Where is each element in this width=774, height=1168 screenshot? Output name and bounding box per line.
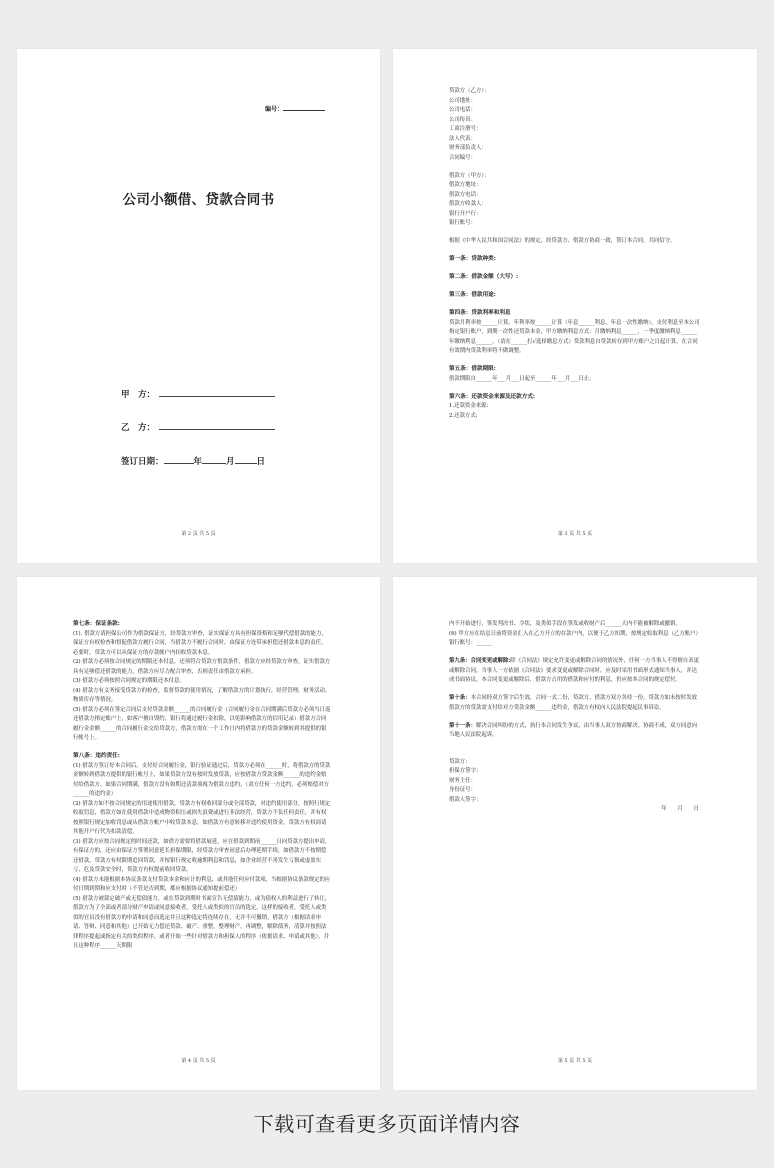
article-8-clause: (4) 借款方未能根据本协议条款支付贷款本金和应计的利息，或其他任何应付款项，当根据协议条款规定的应付日期到期和应支付时（不管是否到期，都应根据协议通知提前偿还） xyxy=(73,876,331,892)
page-body xyxy=(449,620,701,815)
contract-page-5 xyxy=(393,577,757,1090)
article-8-continued: (6) 甲方应在结息日前将资金汇入在乙方开立的存款户内，以便于乙方扣期，按规定收取利息（乙方账户）银行账号：______ xyxy=(449,630,701,646)
article-2-heading: 第二条：借款金额（大写）: xyxy=(449,274,519,280)
page-number: 第 2 页 共 5 页 xyxy=(181,531,216,537)
year-blank xyxy=(164,455,194,464)
page-body xyxy=(73,620,331,952)
article-11-text: 解决合同纠纷的方式，执行本合同发生争议，由当事人双方协商解决。协商不成，双方同意向当地人民法院起诉。 xyxy=(449,722,697,738)
party-a-label: 甲 方： xyxy=(121,390,156,400)
sign-date-field xyxy=(121,455,265,467)
article-4-text: 贷款月利率按______计算，年利率按______计算（年息______利息，年息一次性缴纳），支付利息至本公司指定银行账户，到期一次性还贷款本金，甲方缴纳利息方式：月缴纳利息______，一季度缴纳利息______年缴纳利息______。（请在______打√选择缴息方式）贷款利息自贷款转存到甲方账户之日起计算，在合同有效期内贷款利率将不做调整。 xyxy=(449,319,700,354)
article-11-block xyxy=(449,722,701,741)
contract-code-label: 编号： xyxy=(265,106,284,113)
article-7-clause: (2) 借款方必须按合同规定的期限还本付息，还须符合贷款方借款条件，借款方应经贷款方审查，证实借款方具有足够偿还借款的能力，借款方应尽力配合审查，否则责任由借款方承担。 xyxy=(73,659,331,675)
contract-title: 公司小额借、贷款合同书 xyxy=(122,192,275,208)
article-9-heading: 第九条：合同变更或解除: xyxy=(449,658,511,664)
article-11-heading: 第十一条： xyxy=(449,722,476,729)
party-b-field xyxy=(121,421,275,433)
party-a-blank xyxy=(159,388,275,397)
lender-info-line: 财务部负责人： xyxy=(449,145,487,151)
day-blank xyxy=(235,455,257,464)
article-7-clause: (4) 借款方有义务接受贷款方的检查，监督贷款的使用情况，了解借款方的计划执行，经营管理，财务活动、物质库存等情况。 xyxy=(73,687,331,703)
article-7-clause: (1). 借款方请担保公司作为借款保证方，经贷款方审查，证实保证方具有担保资格和足够代偿借款的能力，保证方有权检查和督促借款方履行合同，当借款方不履行合同时，由保证方连带承担偿还借款本息的责任。必要时，贷款方可以从保证方的存款帐户内扣收贷款本息。 xyxy=(73,630,327,656)
signature-block xyxy=(449,758,701,806)
article-6-item: 1.还款资金来源: xyxy=(449,403,489,409)
page-number: 第 3 页 共 5 页 xyxy=(557,531,593,537)
page-number: 第 4 页 共 5 页 xyxy=(181,1058,216,1064)
contract-intro: 根据《中华人民共和国合同法》的规定，经贷款方、借款方协商一致，签订本合同，共同信守。 xyxy=(449,238,676,244)
party-b-blank xyxy=(159,421,275,430)
signature-line: 财务主任： xyxy=(449,777,476,784)
borrower-info-line: 银行开户行： xyxy=(449,210,482,217)
download-more-caption: 下载可查看更多页面详情内容 xyxy=(253,1112,521,1136)
month-blank xyxy=(202,455,226,464)
page-body xyxy=(449,87,701,421)
contract-page-3 xyxy=(393,49,757,563)
borrower-info-line: 借款方电话： xyxy=(449,191,482,198)
lender-info-line: 合同编号： xyxy=(449,154,476,161)
signature-line: 借款人签字： xyxy=(449,796,482,803)
lender-info-line: 工商注册号： xyxy=(449,126,482,132)
article-6-item: 2.还款方式: xyxy=(449,412,478,419)
article-8-clause: (3) 借款方应按合同规定的时间还款，如借方需要将借款展延，应在借款到期前______日向贷款方提出申请，有保证方的，还应由保证方签署同意延长担保期限，经贷款方审查同意后办理延期手续，如借款方不按期偿还借款，贷款方有权限期追回贷款，并按银行规定收逾期利息和罚息，如企业经营不善发生亏损或虚盈实亏，危及贷款安全时，贷款方有权提前收回贷款。 xyxy=(73,838,331,873)
borrower-info-line: 借款方收款人： xyxy=(449,201,487,207)
article-5-heading: 第五条：借款期限: xyxy=(449,366,496,372)
month-label: 月 xyxy=(226,457,235,467)
article-10-block xyxy=(449,694,701,713)
party-b-label: 乙 方： xyxy=(121,423,156,433)
contract-cover-page xyxy=(17,49,380,563)
article-3-heading: 第三条：借款用途: xyxy=(449,292,496,298)
article-7-clause: (3) 借款方必须按照合同规定的期限还本付息。 xyxy=(73,678,185,684)
day-label: 日 xyxy=(256,457,266,467)
party-a-field xyxy=(121,388,275,400)
article-1-heading: 第一条：贷款种类: xyxy=(449,256,496,262)
article-8-clause: (2) 借款方如不按合同规定的用途使用借款，贷款方有权收回部分或全部贷款，对违约使用部分，按照行规定收取罚息，借款方如在使用借款中造成物资积压或损失浪费或进行非法经营，贷款方不负任何责任，并有权按照银行规定加收罚息或从借款方帐户中收贷款本息，如借款方有意转移并违约使用资金，贷款方有权商请其他开户行代为扣款清偿。 xyxy=(73,800,331,835)
article-8-clause: (5) 借款方被裁定破产或无偿债能力，或在贷款到期时书面宣告无偿债能力，或为债权人的利益进行了转让，借款方为了全部或者部分财产申请或同意接收者，受托人或类似的官员的选定，这样的接收者，受托人或类似的官员没有借款方的申请和同意而选定并且这种选定将连续存在，无并不可撤销，借款方（根据请求申请、答辩、同意和其他）已开始无力偿还贷款、破产、重整，整理财产，再调整，解除债务，清算并按照法律程序提起或指定有关的类似程序，或者开始一些针对借款方和担保人的程序（依据请求、申请或其他），并且这种程序______天期限 xyxy=(73,895,331,949)
signature-line: 身份证号： xyxy=(449,787,476,793)
lender-info-line: 公司地址： xyxy=(449,97,476,104)
article-9-text: 除《合同法》规定允许变更或解除合同的情况外，任何一方当事人不得擅自表更或解除合同，当事人一方依据《合同法》要求变更或解除合同时，应及时采用书面形式通知当事人，并达成书面协议，本合同变更或解除后，借款方占用的借款和应付的利息，仍应按本合同的规定偿付。 xyxy=(449,658,699,683)
contract-code-blank xyxy=(283,104,325,111)
lender-info-line: 公司电话： xyxy=(449,107,476,113)
signature-date: 年 月 日 xyxy=(661,806,699,812)
article-7-clause: (5) 借款方必须在签定合同后支付贷款金额______的合同履行金（合同履行金在合同期满后贷款方必须当日返还借款方指定账户上，如客户擅自毁约，银行将通过履行金扣除，以免影响借款方的信用记录）借款方合同履行金金额______的合同履行金交给贷款方，借款方需在一个工作日内将借款方的贷款金额转到其提供的银行帐号上。 xyxy=(73,706,331,741)
article-5-text: 借款期限自______年___月___日起至______年___月___日止。 xyxy=(449,375,595,382)
lender-info-block xyxy=(449,87,701,163)
borrower-info-line: 借款方地址： xyxy=(449,182,482,188)
article-10-text: 本合同经双方签字后生效，合同一式二份，贷款方、借款方双方各持一份，贷款方如未按时发放借款方的贷款需支付给对方贷款金额______违约金，借款方有权向人民法院提起民事诉讼。 xyxy=(449,695,697,711)
lender-info-line: 法人代表： xyxy=(449,135,476,142)
page-number: 第 5 页 共 5 页 xyxy=(557,1058,593,1064)
borrower-info-block xyxy=(449,172,701,229)
lender-info-line: 贷款方（乙方）： xyxy=(449,88,490,94)
sign-date-label: 签订日期： xyxy=(121,457,164,467)
article-8-heading: 第八条：违约责任: xyxy=(73,753,120,759)
borrower-info-line: 银行账号： xyxy=(449,220,476,226)
article-9-block xyxy=(449,657,701,686)
contract-code-field xyxy=(265,104,325,113)
article-4-heading: 第四条：贷款利率和利息 xyxy=(449,310,511,316)
signature-line: 担保方签字： xyxy=(449,768,482,774)
signature-line: 贷款方： xyxy=(449,758,471,765)
borrower-info-line: 借款方（甲方）： xyxy=(449,172,490,179)
article-8-clause: (1) 借款方签订好本合同后，支付好合同履行金，银行验证通过后，贷款方必须在______时，将借款方的贷款金额转到借款方提供的银行帐号上，如果贷款方没有按时发放贷款，应按借款方贷款金额______的违约金赔付给借款方，如果合同期满，借款方没有如期还清款项视为借款方违约。（双方任何一方违约，必须赔偿对方______的违约金） xyxy=(73,762,331,797)
article-7-heading: 第七条：保证条款: xyxy=(73,621,120,627)
article-6-heading: 第六条：还款资金来源及还款方式: xyxy=(449,393,535,400)
article-8-continued: 内不开始进行，签发判决书、令状，及类似手段在签发或收财产后______天内不能被解除或撤销。 xyxy=(449,621,681,627)
lender-info-line: 公司传真： xyxy=(449,116,476,123)
article-10-heading: 第十条： xyxy=(449,695,471,701)
contract-page-4 xyxy=(17,577,380,1090)
year-label: 年 xyxy=(193,457,203,467)
